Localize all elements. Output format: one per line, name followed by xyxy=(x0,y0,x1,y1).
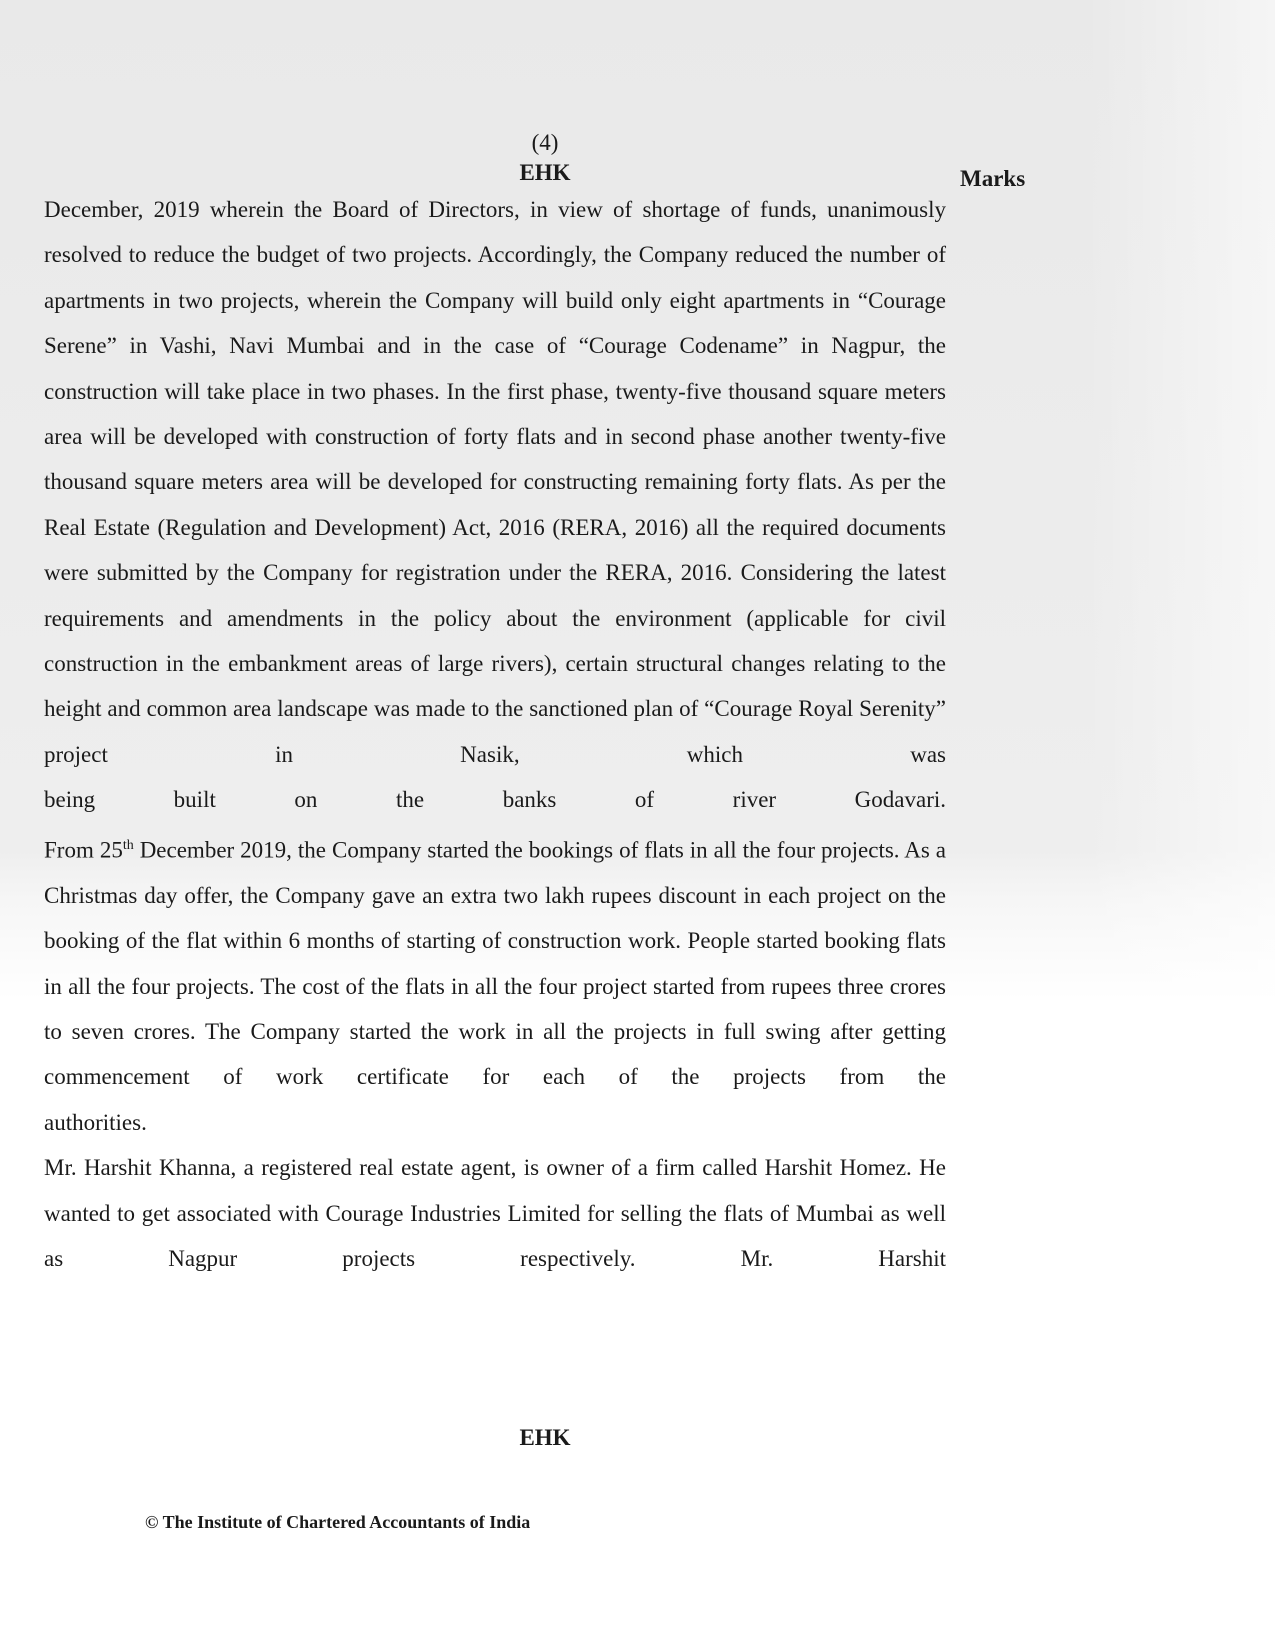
paragraph-1-last-line: being built on the banks of river Godavari. xyxy=(44,787,946,813)
paper-code-footer: EHK xyxy=(519,1425,571,1450)
page-number: (4) xyxy=(531,130,559,155)
paragraph-2-last-line: authorities. xyxy=(44,1109,147,1135)
body-text xyxy=(44,187,946,1281)
paragraph-1 xyxy=(44,187,946,823)
paper-code-header: EHK xyxy=(519,160,571,185)
paragraph-1-text: December, 2019 wherein the Board of Directors, in view of shortage of funds, unanimously resolved to reduce the budget of two projects. Accordingly, the Company reduced the number of apartments in two projects, wherein the Company will build only eight apartments in “Courage Serene” in Vashi, Navi Mumbai and in the case of “Courage Codename” in Nagpur, the construction will take place in two phases. In the first phase, twenty-five thousand square meters area will be developed with construction of forty flats and in second phase another twenty-five thousand square meters area will be developed for constructing remaining forty flats. As per the Real Estate (Regulation and Development) Act, 2016 (RERA, 2016) all the required documents were submitted by the Company for registration under the RERA, 2016. Considering the latest requirements and amendments in the policy about the environment (applicable for civil construction in the embankment areas of large rivers), certain structural changes relating to the height and common area landscape was made to the sanctioned plan of “Courage Royal Serenity” project in Nasik, which was xyxy=(44,197,946,767)
paragraph-2-text: December 2019, the Company started the bookings of flats in all the four projects. As a Christmas day offer, the Company gave an extra two lakh rupees discount in each project on the booking of the flat within 6 months of starting of construction work. People started booking flats in all the four projects. The cost of the flats in all the four project started from rupees three crores to seven crores. The Company started the work in all the projects in full swing after getting commencement of work certificate for each of the projects from the xyxy=(44,837,947,1090)
paragraph-2-superscript: th xyxy=(122,837,134,853)
copyright-notice: © The Institute of Chartered Accountants of India xyxy=(145,1512,531,1532)
marks-label: Marks xyxy=(960,166,1026,191)
paragraph-2-from: From 25 xyxy=(44,837,123,863)
paragraph-3 xyxy=(44,1145,946,1281)
paragraph-2 xyxy=(44,823,946,1146)
paragraph-3-text: Mr. Harshit Khanna, a registered real estate agent, is owner of a firm called Harshit Homez. He wanted to get associated with Courage Industries Limited for selling the flats of Mumbai as well as Nagpur projects respectively. Mr. Harshit xyxy=(44,1155,946,1271)
